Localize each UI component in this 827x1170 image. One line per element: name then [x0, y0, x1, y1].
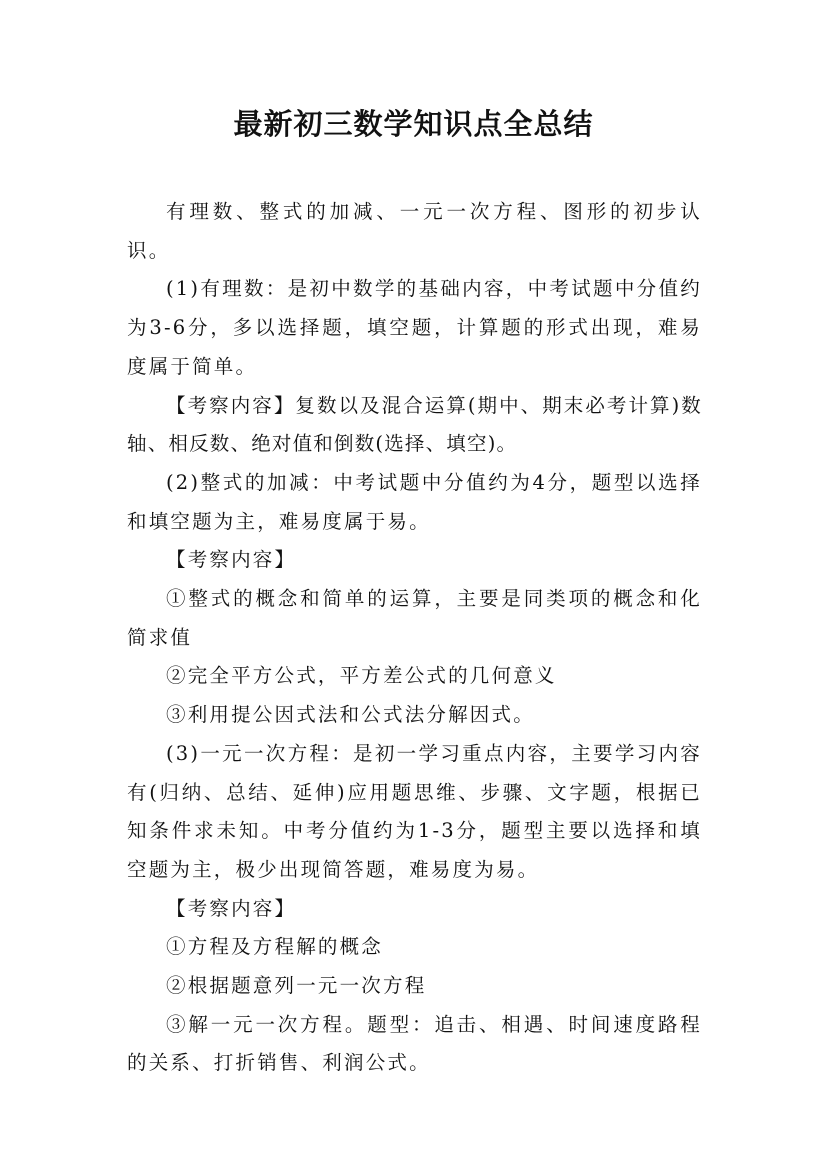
paragraph-exam-content-1: 【考察内容】复数以及混合运算(期中、期末必考计算)数轴、相反数、绝对值和倒数(选择、填空)。 — [127, 393, 702, 456]
paragraph-polynomials: (2)整式的加减：中考试题中分值约为4分，题型以选择和填空题为主，难易度属于易。 — [127, 470, 702, 533]
paragraph-item-1: ①整式的概念和简单的运算，主要是同类项的概念和化简求值 — [127, 587, 702, 649]
paragraph-exam-content-heading-2: 【考察内容】 — [166, 548, 297, 572]
paragraph-exam-content-heading-3: 【考察内容】 — [166, 896, 297, 920]
paragraph-linear-equations: (3)一元一次方程：是初一学习重点内容，主要学习内容有(归纳、总结、延伸)应用题思维、步骤、文字题，根据已知条件求未知。中考分值约为1-3分，题型主要以选择和填空题为主，极少出现简答题，难易度为易。 — [127, 741, 702, 881]
paragraph-item-3: ③利用提公因式法和公式法分解因式。 — [166, 703, 535, 727]
document-body — [127, 193, 702, 1083]
paragraph-item-2: ②完全平方公式，平方差公式的几何意义 — [166, 664, 557, 688]
paragraph-equation-item-1: ①方程及方程解的概念 — [166, 935, 384, 959]
paragraph-equation-item-2: ②根据题意列一元一次方程 — [166, 974, 427, 998]
paragraph-equation-item-3: ③解一元一次方程。题型：追击、相遇、时间速度路程的关系、打折销售、利润公式。 — [127, 1012, 702, 1075]
document-title: 最新初三数学知识点全总结 — [233, 107, 594, 141]
paragraph-intro: 有理数、整式的加减、一元一次方程、图形的初步认识。 — [127, 200, 702, 262]
paragraph-rational-numbers: (1)有理数：是初中数学的基础内容，中考试题中分值约为3-6分，多以选择题，填空题，计算题的形式出现，难易度属于简单。 — [127, 277, 702, 378]
